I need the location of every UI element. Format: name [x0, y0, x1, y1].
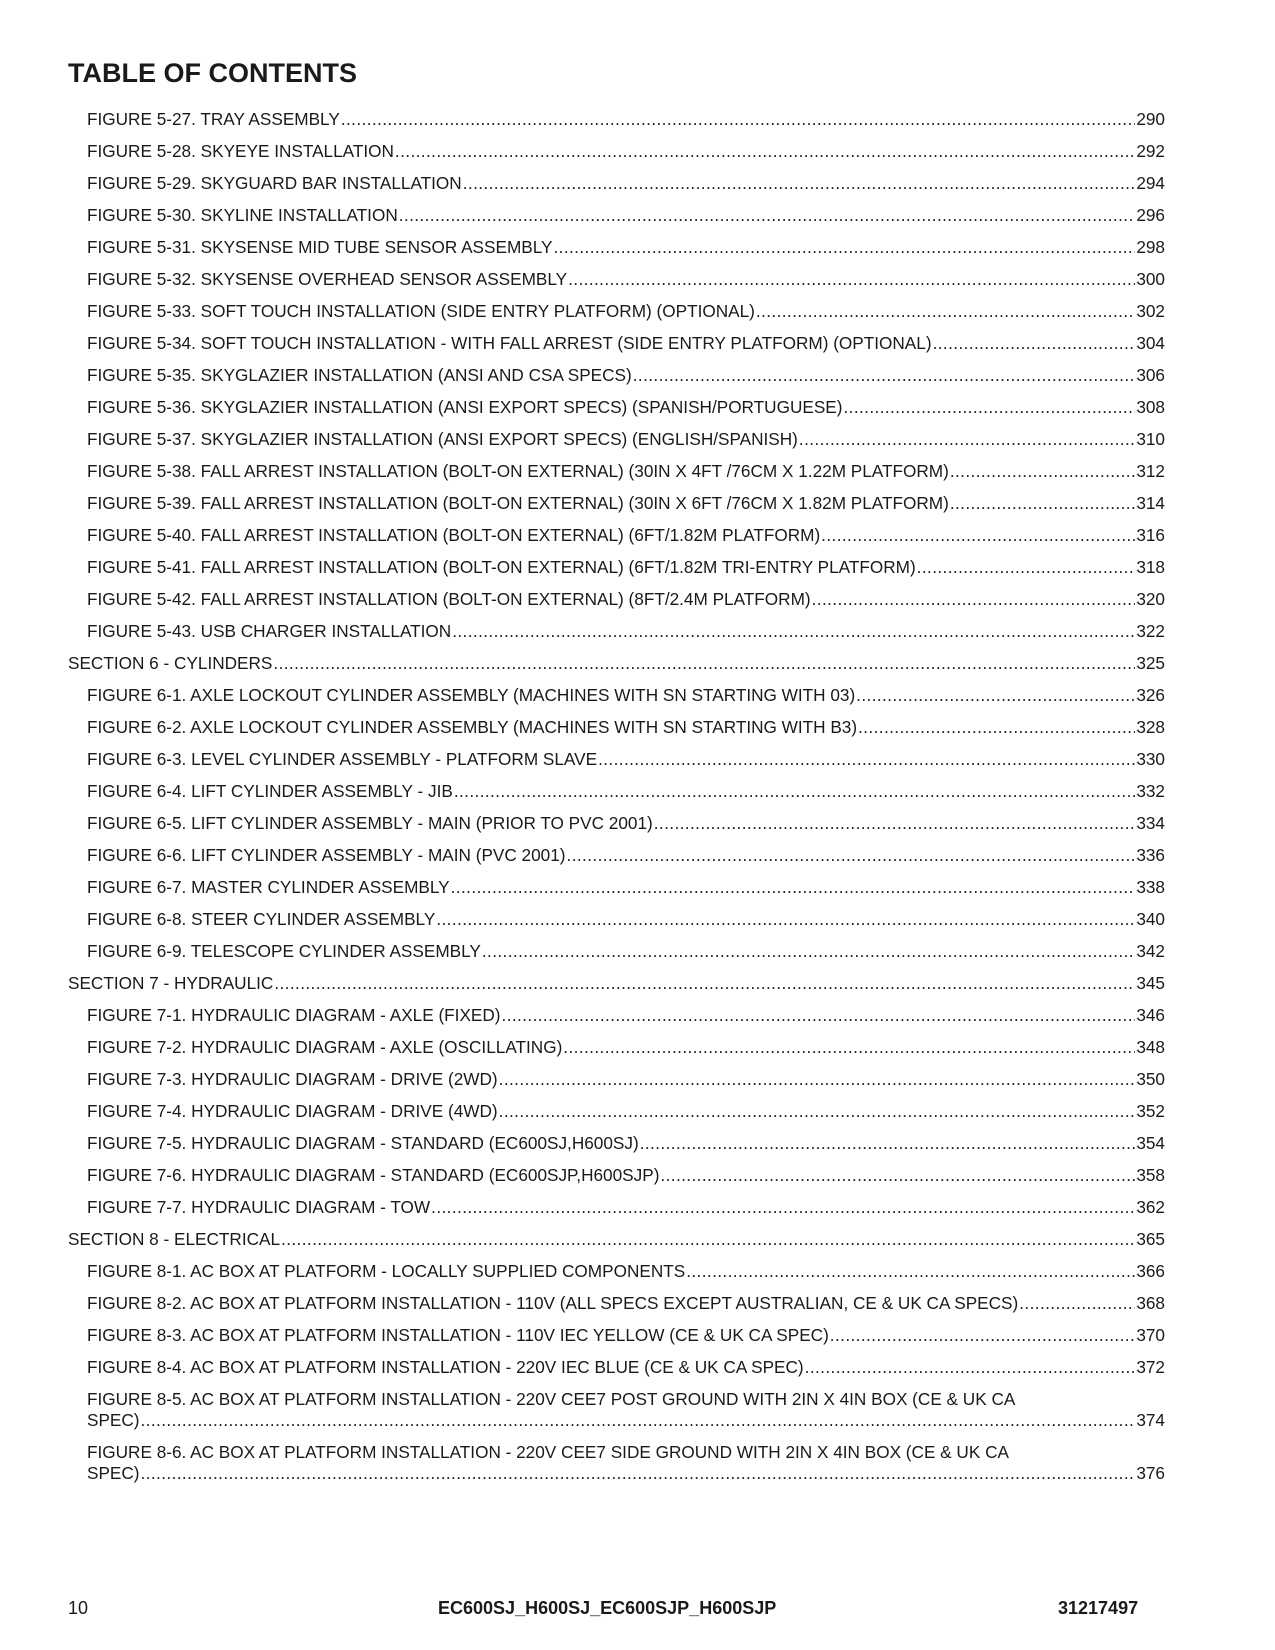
- toc-entry-label: SECTION 7 - HYDRAULIC: [68, 973, 274, 993]
- toc-entry-page: 336: [1136, 845, 1165, 865]
- toc-figure-entry[interactable]: [68, 1133, 1165, 1154]
- toc-section-entry[interactable]: [68, 1229, 1165, 1250]
- toc-figure-entry[interactable]: [68, 269, 1165, 290]
- toc-figure-entry[interactable]: [68, 1005, 1165, 1026]
- toc-entry-page: 320: [1136, 589, 1165, 609]
- dot-leader: [933, 333, 1136, 354]
- dot-leader: [502, 1005, 1136, 1026]
- dot-leader: [858, 717, 1135, 738]
- toc-entry-page: 368: [1136, 1293, 1165, 1313]
- dot-leader: [950, 461, 1136, 482]
- dot-leader: [917, 557, 1136, 578]
- toc-entry-continuation: [87, 1463, 1165, 1484]
- page-title: TABLE OF CONTENTS: [68, 58, 357, 88]
- dot-leader: [273, 653, 1135, 674]
- toc-entry-label: FIGURE 5-32. SKYSENSE OVERHEAD SENSOR ASSEMBLY: [87, 269, 568, 289]
- toc-entry-page: 334: [1136, 813, 1165, 833]
- dot-leader: [799, 429, 1135, 450]
- dot-leader: [499, 1101, 1136, 1122]
- toc-entry-label: FIGURE 5-43. USB CHARGER INSTALLATION: [87, 621, 452, 641]
- toc-figure-entry[interactable]: [68, 1101, 1165, 1122]
- dot-leader: [950, 493, 1136, 514]
- toc-entry-page: 316: [1136, 525, 1165, 545]
- dot-leader: [452, 621, 1135, 642]
- toc-entry-page: 318: [1136, 557, 1165, 577]
- toc-section-entry[interactable]: [68, 973, 1165, 994]
- toc-entry-label: FIGURE 6-8. STEER CYLINDER ASSEMBLY: [87, 909, 436, 929]
- toc-entry-label: FIGURE 8-4. AC BOX AT PLATFORM INSTALLATION - 220V IEC BLUE (CE & UK CA SPEC): [87, 1357, 804, 1377]
- toc-entry-page: 370: [1136, 1325, 1165, 1345]
- toc-figure-entry[interactable]: [68, 237, 1165, 258]
- toc-entry-page: 300: [1136, 269, 1165, 289]
- dot-leader: [141, 1410, 1136, 1431]
- toc-figure-entry[interactable]: [68, 397, 1165, 418]
- toc-figure-entry[interactable]: [68, 333, 1165, 354]
- toc-entry-label: FIGURE 5-37. SKYGLAZIER INSTALLATION (ANSI EXPORT SPECS) (ENGLISH/SPANISH): [87, 429, 798, 449]
- dot-leader: [281, 1229, 1135, 1250]
- toc-entry-label: FIGURE 5-27. TRAY ASSEMBLY: [87, 109, 340, 129]
- toc-entry-label: SECTION 6 - CYLINDERS: [68, 653, 273, 673]
- toc-figure-entry[interactable]: [68, 1197, 1165, 1218]
- toc-figure-entry[interactable]: [68, 173, 1165, 194]
- toc-figure-entry[interactable]: [68, 685, 1165, 706]
- dot-leader: [633, 365, 1136, 386]
- toc-figure-entry[interactable]: [68, 1442, 1165, 1484]
- toc-entry-label: FIGURE 6-2. AXLE LOCKOUT CYLINDER ASSEMBLY (MACHINES WITH SN STARTING WITH B3): [87, 717, 858, 737]
- toc-entry-label: SPEC): [87, 1410, 140, 1430]
- toc-entry-page: 306: [1136, 365, 1165, 385]
- toc-figure-entry[interactable]: [68, 941, 1165, 962]
- toc-entry-label: FIGURE 5-39. FALL ARREST INSTALLATION (BOLT-ON EXTERNAL) (30IN X 6FT /76CM X 1.82M PLATFORM): [87, 493, 949, 513]
- toc-entry-label: FIGURE 6-1. AXLE LOCKOUT CYLINDER ASSEMBLY (MACHINES WITH SN STARTING WITH 03): [87, 685, 856, 705]
- toc-entry-label: FIGURE 7-7. HYDRAULIC DIAGRAM - TOW: [87, 1197, 431, 1217]
- toc-figure-entry[interactable]: [68, 429, 1165, 450]
- dot-leader: [563, 1037, 1135, 1058]
- toc-entry-label: FIGURE 7-5. HYDRAULIC DIAGRAM - STANDARD (EC600SJ,H600SJ): [87, 1133, 639, 1153]
- dot-leader: [756, 301, 1135, 322]
- toc-figure-entry[interactable]: [68, 141, 1165, 162]
- toc-figure-entry[interactable]: [68, 557, 1165, 578]
- toc-figure-entry[interactable]: [68, 461, 1165, 482]
- dot-leader: [454, 781, 1136, 802]
- dot-leader: [482, 941, 1135, 962]
- toc-entry-page: 376: [1136, 1463, 1165, 1483]
- dot-leader: [499, 1069, 1136, 1090]
- toc-entry-page: 330: [1136, 749, 1165, 769]
- toc-figure-entry[interactable]: [68, 493, 1165, 514]
- toc-entry-page: 322: [1136, 621, 1165, 641]
- toc-figure-entry[interactable]: [68, 1357, 1165, 1378]
- toc-entry-label: FIGURE 6-6. LIFT CYLINDER ASSEMBLY - MAIN (PVC 2001): [87, 845, 566, 865]
- toc-entry-label: FIGURE 5-38. FALL ARREST INSTALLATION (BOLT-ON EXTERNAL) (30IN X 4FT /76CM X 1.22M PLATFORM): [87, 461, 949, 481]
- toc-figure-entry[interactable]: [68, 749, 1165, 770]
- toc-entry-label: FIGURE 8-3. AC BOX AT PLATFORM INSTALLATION - 110V IEC YELLOW (CE & UK CA SPEC): [87, 1325, 829, 1345]
- toc-entry-page: 302: [1136, 301, 1165, 321]
- dot-leader: [451, 877, 1136, 898]
- toc-figure-entry[interactable]: [68, 1389, 1165, 1431]
- toc-figure-entry[interactable]: [68, 1069, 1165, 1090]
- dot-leader: [812, 589, 1136, 610]
- toc-entry-label: FIGURE 6-9. TELESCOPE CYLINDER ASSEMBLY: [87, 941, 481, 961]
- toc-figure-entry[interactable]: [68, 845, 1165, 866]
- toc-entry-label: FIGURE 8-2. AC BOX AT PLATFORM INSTALLATION - 110V (ALL SPECS EXCEPT AUSTRALIAN, CE & UK CA SPECS): [87, 1293, 1019, 1313]
- toc-entry-label: FIGURE 5-30. SKYLINE INSTALLATION: [87, 205, 398, 225]
- toc-entry-label: FIGURE 5-33. SOFT TOUCH INSTALLATION (SIDE ENTRY PLATFORM) (OPTIONAL): [87, 301, 755, 321]
- toc-figure-entry[interactable]: [68, 109, 1165, 130]
- toc-figure-entry[interactable]: [68, 525, 1165, 546]
- toc-entry-page: 312: [1136, 461, 1165, 481]
- toc-figure-entry[interactable]: [68, 877, 1165, 898]
- toc-entry-page: 345: [1136, 973, 1165, 993]
- toc-entry-label: FIGURE 8-6. AC BOX AT PLATFORM INSTALLATION - 220V CEE7 SIDE GROUND WITH 2IN X 4IN BOX (CE & UK CA: [87, 1442, 1009, 1462]
- dot-leader: [463, 173, 1136, 194]
- toc-figure-entry[interactable]: [68, 1037, 1165, 1058]
- toc-figure-entry[interactable]: [68, 1165, 1165, 1186]
- dot-leader: [821, 525, 1135, 546]
- dot-leader: [640, 1133, 1136, 1154]
- toc-entry-label: FIGURE 6-4. LIFT CYLINDER ASSEMBLY - JIB: [87, 781, 453, 801]
- toc-entry-label: FIGURE 6-3. LEVEL CYLINDER ASSEMBLY - PLATFORM SLAVE: [87, 749, 598, 769]
- toc-entry-page: 346: [1136, 1005, 1165, 1025]
- toc-figure-entry[interactable]: [68, 589, 1165, 610]
- toc-entry-page: 294: [1136, 173, 1165, 193]
- toc-entry-page: 358: [1136, 1165, 1165, 1185]
- dot-leader: [686, 1261, 1135, 1282]
- dot-leader: [568, 269, 1135, 290]
- toc-figure-entry[interactable]: [68, 301, 1165, 322]
- toc-entry-page: 326: [1136, 685, 1165, 705]
- toc-entry-page: 332: [1136, 781, 1165, 801]
- toc-list: [68, 109, 1165, 1495]
- dot-leader: [399, 205, 1136, 226]
- toc-entry-page: 354: [1136, 1133, 1165, 1153]
- toc-entry-label: SECTION 8 - ELECTRICAL: [68, 1229, 281, 1249]
- toc-section-entry[interactable]: [68, 653, 1165, 674]
- document-code: 31217497: [1058, 1598, 1139, 1618]
- toc-entry-label: FIGURE 5-40. FALL ARREST INSTALLATION (BOLT-ON EXTERNAL) (6FT/1.82M PLATFORM): [87, 525, 821, 545]
- dot-leader: [654, 813, 1136, 834]
- toc-entry-page: 366: [1136, 1261, 1165, 1281]
- toc-figure-entry[interactable]: [68, 1261, 1165, 1282]
- dot-leader: [567, 845, 1136, 866]
- toc-entry-page: 342: [1136, 941, 1165, 961]
- toc-figure-entry[interactable]: [68, 1293, 1165, 1314]
- toc-entry-page: 292: [1136, 141, 1165, 161]
- toc-entry-label: SPEC): [87, 1463, 140, 1483]
- toc-figure-entry[interactable]: [68, 909, 1165, 930]
- dot-leader: [1019, 1293, 1135, 1314]
- toc-entry-page: 304: [1136, 333, 1165, 353]
- toc-entry-label: FIGURE 7-1. HYDRAULIC DIAGRAM - AXLE (FIXED): [87, 1005, 501, 1025]
- dot-leader: [395, 141, 1135, 162]
- toc-entry-label: FIGURE 5-35. SKYGLAZIER INSTALLATION (ANSI AND CSA SPECS): [87, 365, 632, 385]
- toc-entry-label: FIGURE 7-6. HYDRAULIC DIAGRAM - STANDARD (EC600SJP,H600SJP): [87, 1165, 660, 1185]
- toc-entry-label: FIGURE 8-1. AC BOX AT PLATFORM - LOCALLY SUPPLIED COMPONENTS: [87, 1261, 686, 1281]
- toc-figure-entry[interactable]: [68, 781, 1165, 802]
- toc-entry-page: 352: [1136, 1101, 1165, 1121]
- toc-entry-label: FIGURE 5-41. FALL ARREST INSTALLATION (BOLT-ON EXTERNAL) (6FT/1.82M TRI-ENTRY PLATFORM): [87, 557, 916, 577]
- dot-leader: [805, 1357, 1136, 1378]
- toc-entry-page: 325: [1136, 653, 1165, 673]
- dot-leader: [431, 1197, 1135, 1218]
- toc-figure-entry[interactable]: [68, 365, 1165, 386]
- toc-entry-label: FIGURE 5-29. SKYGUARD BAR INSTALLATION: [87, 173, 462, 193]
- toc-entry-page: 298: [1136, 237, 1165, 257]
- dot-leader: [274, 973, 1135, 994]
- toc-entry-page: 365: [1136, 1229, 1165, 1249]
- toc-entry-page: 296: [1136, 205, 1165, 225]
- toc-figure-entry[interactable]: [68, 621, 1165, 642]
- toc-entry-label: FIGURE 8-5. AC BOX AT PLATFORM INSTALLATION - 220V CEE7 POST GROUND WITH 2IN X 4IN BOX (CE & UK CA: [87, 1389, 1016, 1409]
- dot-leader: [856, 685, 1135, 706]
- toc-entry-label: FIGURE 7-3. HYDRAULIC DIAGRAM - DRIVE (2WD): [87, 1069, 498, 1089]
- toc-entry-label: FIGURE 7-2. HYDRAULIC DIAGRAM - AXLE (OSCILLATING): [87, 1037, 563, 1057]
- toc-entry-page: 338: [1136, 877, 1165, 897]
- toc-entry-page: 340: [1136, 909, 1165, 929]
- toc-entry-label: FIGURE 5-34. SOFT TOUCH INSTALLATION - WITH FALL ARREST (SIDE ENTRY PLATFORM) (OPTIONAL): [87, 333, 932, 353]
- toc-entry-label: FIGURE 5-42. FALL ARREST INSTALLATION (BOLT-ON EXTERNAL) (8FT/2.4M PLATFORM): [87, 589, 811, 609]
- toc-entry-page: 290: [1136, 109, 1165, 129]
- dot-leader: [436, 909, 1135, 930]
- toc-entry-continuation: [87, 1410, 1165, 1431]
- toc-entry-label: FIGURE 6-7. MASTER CYLINDER ASSEMBLY: [87, 877, 450, 897]
- toc-figure-entry[interactable]: [68, 205, 1165, 226]
- toc-entry-label: FIGURE 5-36. SKYGLAZIER INSTALLATION (ANSI EXPORT SPECS) (SPANISH/PORTUGUESE): [87, 397, 843, 417]
- toc-entry-page: 328: [1136, 717, 1165, 737]
- toc-entry-label: FIGURE 5-28. SKYEYE INSTALLATION: [87, 141, 394, 161]
- toc-entry-page: 310: [1136, 429, 1165, 449]
- document-title: EC600SJ_H600SJ_EC600SJP_H600SJP: [438, 1598, 777, 1618]
- dot-leader: [141, 1463, 1136, 1484]
- toc-figure-entry[interactable]: [68, 1325, 1165, 1346]
- toc-entry-page: 314: [1136, 493, 1165, 513]
- dot-leader: [553, 237, 1135, 258]
- toc-entry-page: 308: [1136, 397, 1165, 417]
- toc-entry-label: FIGURE 5-31. SKYSENSE MID TUBE SENSOR ASSEMBLY: [87, 237, 553, 257]
- page-number: 10: [68, 1598, 89, 1618]
- toc-entry-label: FIGURE 7-4. HYDRAULIC DIAGRAM - DRIVE (4WD): [87, 1101, 498, 1121]
- dot-leader: [660, 1165, 1135, 1186]
- toc-entry-label: FIGURE 6-5. LIFT CYLINDER ASSEMBLY - MAIN (PRIOR TO PVC 2001): [87, 813, 653, 833]
- dot-leader: [598, 749, 1135, 770]
- toc-entry-page: 350: [1136, 1069, 1165, 1089]
- toc-entry-page: 374: [1136, 1410, 1165, 1430]
- toc-entry-page: 348: [1136, 1037, 1165, 1057]
- dot-leader: [843, 397, 1135, 418]
- toc-figure-entry[interactable]: [68, 717, 1165, 738]
- toc-figure-entry[interactable]: [68, 813, 1165, 834]
- dot-leader: [830, 1325, 1136, 1346]
- toc-entry-page: 362: [1136, 1197, 1165, 1217]
- toc-entry-page: 372: [1136, 1357, 1165, 1377]
- dot-leader: [341, 109, 1136, 130]
